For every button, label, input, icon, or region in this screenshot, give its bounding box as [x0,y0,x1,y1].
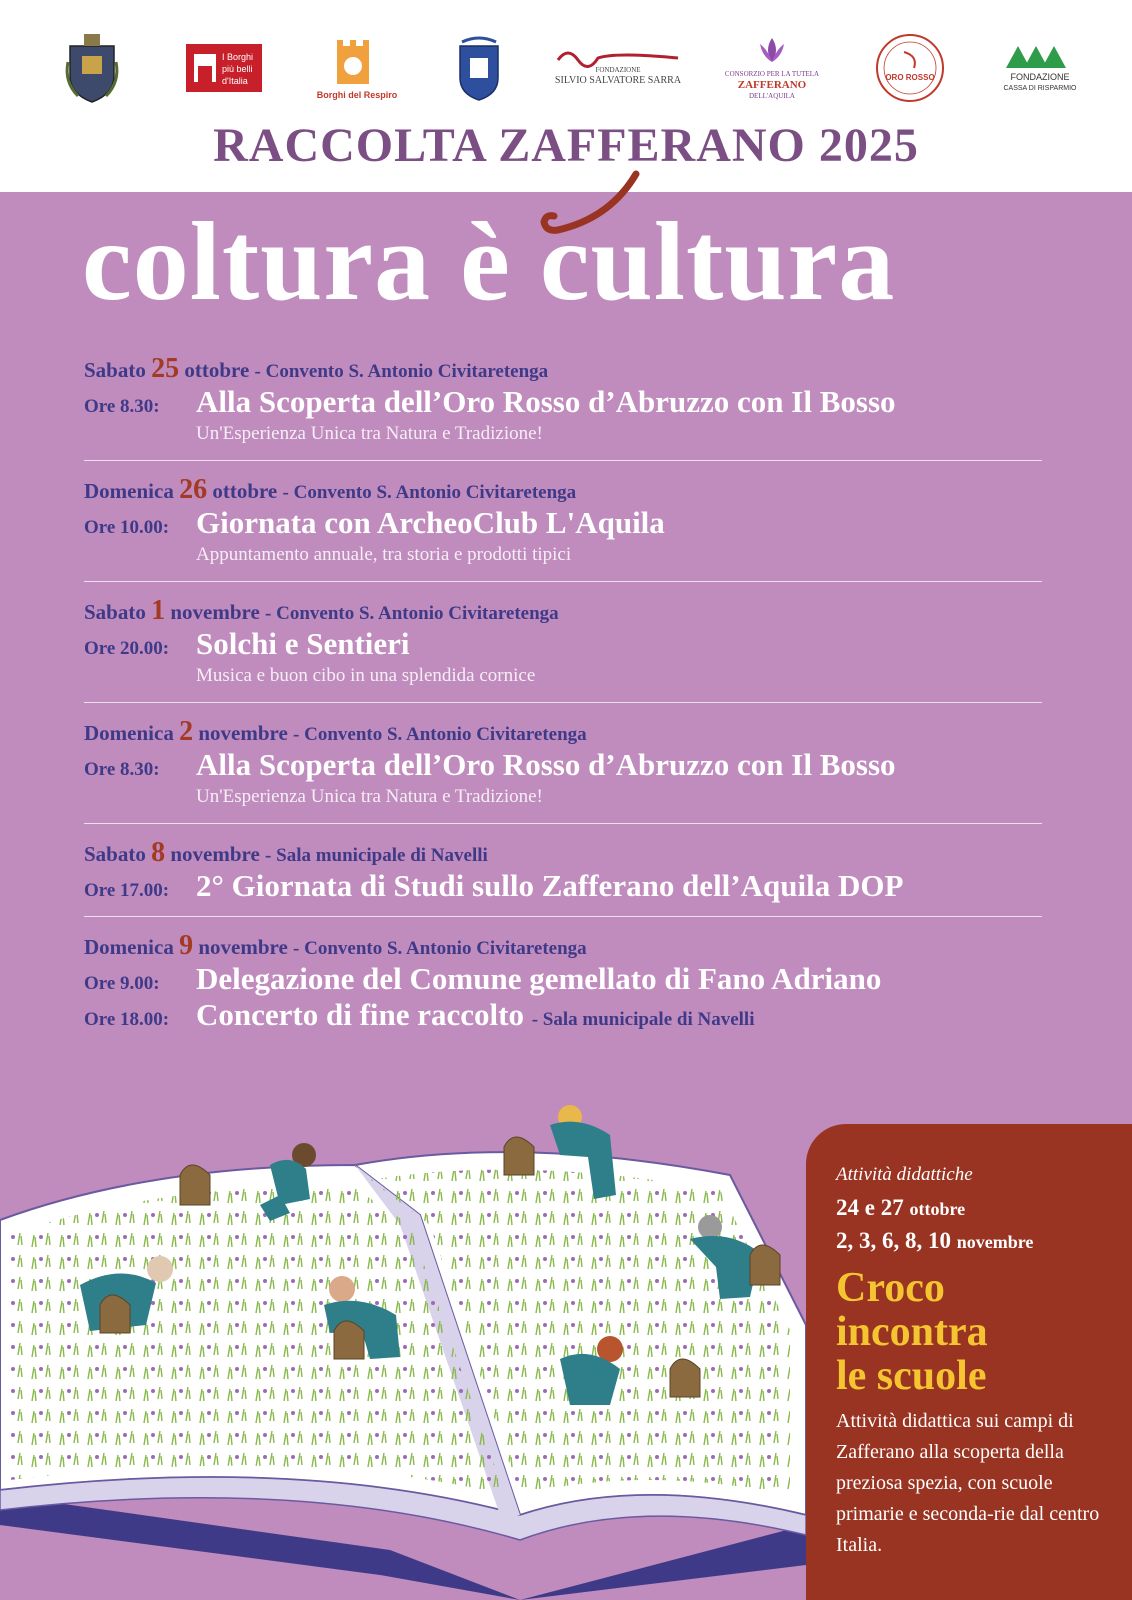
event-date-line [84,717,1044,747]
divider [84,823,1042,824]
event-day-number: 25 [151,353,180,384]
event-schedule-row [84,626,1044,662]
event-time: Ore 10.00: [84,517,170,538]
fondazione-sarra-logo [556,48,680,88]
event-title: Solchi e Sentieri [196,626,410,661]
event-weekday: Sabato [84,358,146,382]
svg-text:ORO ROSSO: ORO ROSSO [885,73,935,82]
event-title: Alla Scoperta dell’Oro Rosso d’Abruzzo con Il Bosso [196,747,896,782]
event-date-line [84,596,1044,626]
school-dates-days: 24 e 27 [836,1195,904,1220]
event-item [84,596,1044,690]
event-list [84,354,1044,1033]
event-item [84,838,1044,904]
svg-text:FONDAZIONE: FONDAZIONE [595,66,641,74]
oro-rosso-logo [874,32,946,104]
event-item [84,717,1044,811]
svg-text:I Borghi: I Borghi [222,52,254,62]
event-weekday: Sabato [84,842,146,866]
event-inline-venue: - Sala municipale di Navelli [531,1009,755,1030]
school-description: Attività didattica sui campi di Zafferano alla scoperta della preziosa spezia, con scuole primarie e seconda-rie dal centro Italia. [836,1410,1100,1556]
event-title: 2° Giornata di Studi sullo Zafferano dell’Aquila DOP [196,868,904,903]
event-month: ottobre [184,358,250,382]
event-date-line [84,475,1044,505]
event-time: Ore 8.30: [84,396,160,417]
event-time: Ore 8.30: [84,759,160,780]
event-month: novembre [170,600,260,624]
event-venue: - Convento S. Antonio Civitaretenga [293,724,587,745]
school-dates-month: ottobre [909,1199,966,1219]
school-title-line: incontra [836,1309,988,1355]
event-venue: - Convento S. Antonio Civitaretenga [254,361,549,382]
event-title [196,997,754,1033]
event-description: Appuntamento annuale, tra storia e prodotti tipici [196,544,572,565]
event-date-line [84,354,1044,384]
event-day-number: 2 [179,716,194,747]
event-description: Un'Esperienza Unica tra Natura e Tradizione! [196,423,543,444]
svg-text:d'Italia: d'Italia [222,76,248,86]
svg-text:CONSORZIO PER LA TUTELA: CONSORZIO PER LA TUTELA [724,70,820,78]
divider [84,581,1042,582]
event-venue: - Convento S. Antonio Civitaretenga [282,482,577,503]
event-item [84,475,1044,569]
event-title-text: Concerto di fine raccolto [196,997,524,1032]
event-weekday: Domenica [84,479,174,503]
event-weekday: Sabato [84,600,146,624]
fondazione-carispaq-logo [1002,40,1078,100]
event-item [84,354,1044,448]
event-time: Ore 9.00: [84,973,160,994]
svg-text:ZAFFERANO: ZAFFERANO [737,79,807,91]
event-schedule-row [84,505,1044,541]
borghi-del-respiro-logo [316,36,398,102]
event-schedule-row [84,747,1044,783]
event-item [84,931,1044,1033]
school-dates-month: novembre [956,1232,1034,1252]
borghi-piu-belli-logo [186,44,262,92]
event-time: Ore 20.00: [84,638,170,659]
event-day-number: 9 [179,930,194,961]
divider [84,916,1042,917]
page-title: RACCOLTA ZAFFERANO 2025 [213,119,919,172]
event-schedule-row [84,868,1044,904]
svg-text:Borghi del Respiro: Borghi del Respiro [316,90,398,100]
event-title: Giornata con ArcheoClub L'Aquila [196,505,665,540]
event-title: Delegazione del Comune gemellato di Fano Adriano [196,961,882,996]
event-schedule-row [84,961,1044,997]
event-day-number: 1 [151,595,166,626]
event-weekday: Domenica [84,721,174,745]
book-field-illustration [0,1095,806,1600]
event-description: Un'Esperienza Unica tra Natura e Tradizione! [196,786,543,807]
event-month: novembre [198,935,288,959]
svg-text:più belli: più belli [222,64,253,74]
event-date-line [84,838,1044,868]
divider [84,460,1042,461]
school-title-line: Croco [836,1265,945,1311]
svg-text:CASSA DI RISPARMIO: CASSA DI RISPARMIO [1003,85,1077,92]
school-kicker: Attività didattiche [836,1164,973,1185]
event-day-number: 8 [151,837,166,868]
event-schedule-row [84,384,1044,420]
event-month: ottobre [212,479,278,503]
event-time: Ore 17.00: [84,880,170,901]
event-venue: - Convento S. Antonio Civitaretenga [265,603,559,624]
pro-loco-logo [456,36,502,102]
page-subtitle: coltura è cultura [82,200,896,324]
svg-text:SILVIO SALVATORE SARRA: SILVIO SALVATORE SARRA [554,75,682,86]
comune-crest-logo [64,32,120,104]
school-dates-line1 [836,1192,1118,1225]
event-description: Musica e buon cibo in una splendida cornice [196,665,536,686]
svg-text:DELL'AQUILA: DELL'AQUILA [749,92,795,100]
event-weekday: Domenica [84,935,174,959]
school-dates-line2 [836,1225,1118,1258]
event-month: novembre [170,842,260,866]
school-activities-box [806,1124,1132,1600]
consorzio-zafferano-logo [724,36,820,102]
event-title: Alla Scoperta dell’Oro Rosso d’Abruzzo con Il Bosso [196,384,896,419]
event-time: Ore 18.00: [84,1009,170,1030]
svg-text:FONDAZIONE: FONDAZIONE [1010,72,1070,82]
divider [84,702,1042,703]
school-title [836,1266,1118,1398]
school-dates-days: 2, 3, 6, 8, 10 [836,1228,951,1253]
event-venue: - Sala municipale di Navelli [265,845,488,866]
event-day-number: 26 [179,474,208,505]
school-title-line: le scuole [836,1353,987,1399]
event-venue: - Convento S. Antonio Civitaretenga [293,938,587,959]
event-month: novembre [198,721,288,745]
event-schedule-row [84,997,1044,1033]
event-date-line [84,931,1044,961]
